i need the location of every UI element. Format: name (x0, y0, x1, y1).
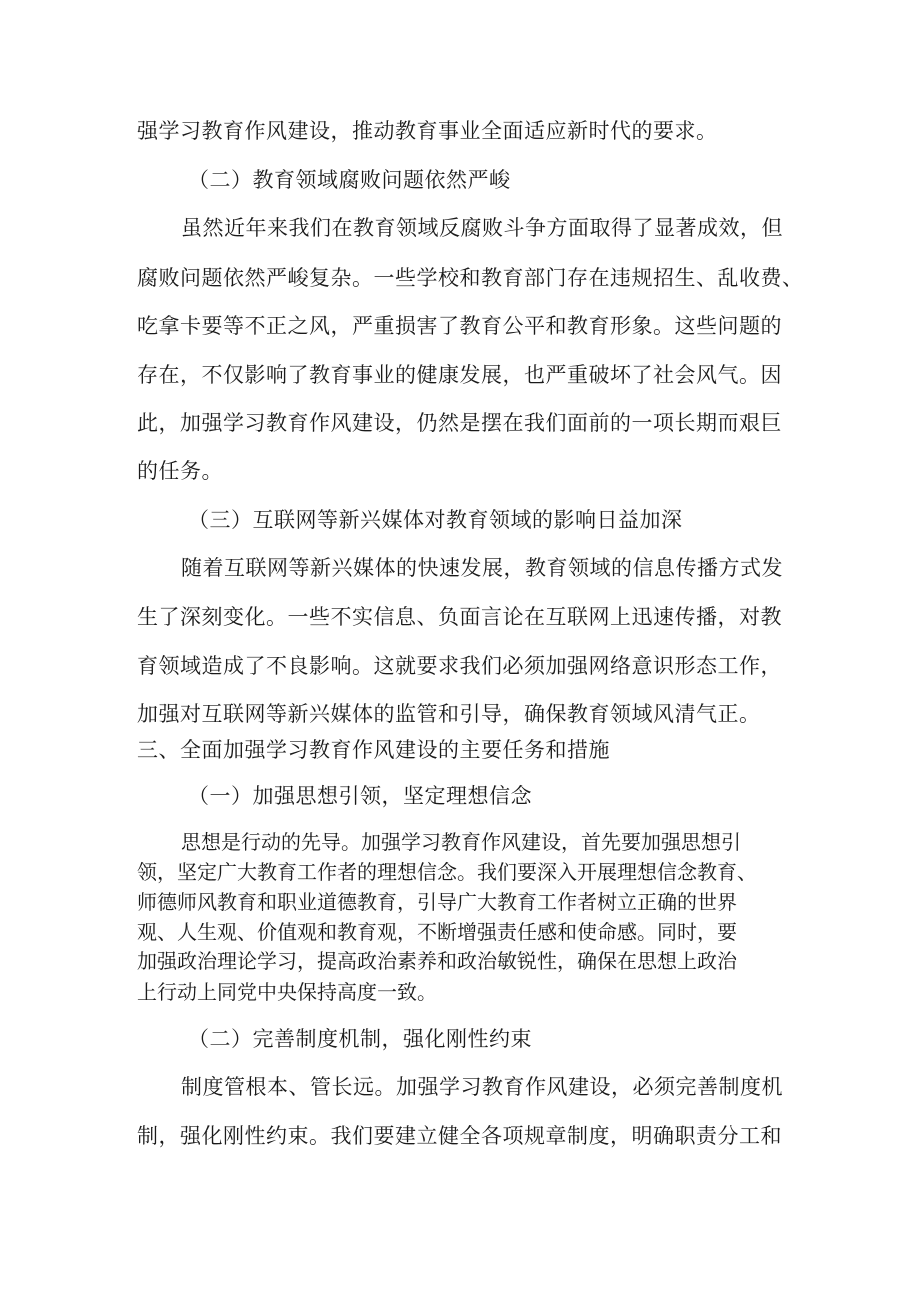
paragraph-line: 加强政治理论学习，提高政治素养和政治敏锐性，确保在思想上政治 (137, 949, 737, 973)
paragraph-line: 的任务。 (137, 459, 223, 483)
paragraph-line: 生了深刻变化。一些不实信息、负面言论在互联网上迅速传播，对教 (137, 605, 782, 629)
section-heading: （一）加强思想引领，坚定理想信念 (188, 784, 532, 808)
paragraph-line: 加强对互联网等新兴媒体的监管和引导，确保教育领域风清气正。 (137, 702, 761, 726)
section-heading: （三）互联网等新兴媒体对教育领域的影响日益加深 (188, 508, 683, 532)
paragraph-line: 领，坚定广大教育工作者的理想信念。我们要深入开展理想信念教育、 (137, 860, 757, 884)
paragraph-line: 观、人生观、价值观和教育观，不断增强责任感和使命感。同时，要 (137, 920, 737, 944)
paragraph-line: 此，加强学习教育作风建设，仍然是摆在我们面前的一项长期而艰巨 (137, 411, 782, 435)
section-heading: （二）教育领域腐败问题依然严峻 (188, 168, 511, 192)
paragraph-line: 育领域造成了不良影响。这就要求我们必须加强网络意识形态工作， (137, 654, 782, 678)
paragraph-line: 制，强化刚性约束。我们要建立健全各项规章制度，明确职责分工和 (137, 1124, 782, 1148)
chapter-heading: 三、全面加强学习教育作风建设的主要任务和措施 (137, 738, 610, 762)
paragraph-line: 师德师风教育和职业道德教育，引导广大教育工作者树立正确的世界 (137, 890, 737, 914)
paragraph-line: 制度管根本、管长远。加强学习教育作风建设，必须完善制度机 (181, 1075, 783, 1099)
paragraph-line: 上行动上同党中央保持高度一致。 (137, 980, 437, 1004)
section-heading: （二）完善制度机制，强化刚性约束 (188, 1027, 532, 1051)
paragraph-line: 吃拿卡要等不正之风，严重损害了教育公平和教育形象。这些问题的 (137, 314, 782, 338)
paragraph-line: 虽然近年来我们在教育领域反腐败斗争方面取得了显著成效，但 (181, 216, 783, 240)
paragraph-line: 存在，不仅影响了教育事业的健康发展，也严重破坏了社会风气。因 (137, 363, 782, 387)
paragraph-line: 思想是行动的先导。加强学习教育作风建设，首先要加强思想引 (181, 830, 741, 854)
paragraph-line: 腐败问题依然严峻复杂。一些学校和教育部门存在违规招生、乱收费、 (137, 266, 804, 290)
paragraph-line: 随着互联网等新兴媒体的快速发展，教育领域的信息传播方式发 (181, 556, 783, 580)
text-line: 强学习教育作风建设，推动教育事业全面适应新时代的要求。 (137, 119, 718, 143)
